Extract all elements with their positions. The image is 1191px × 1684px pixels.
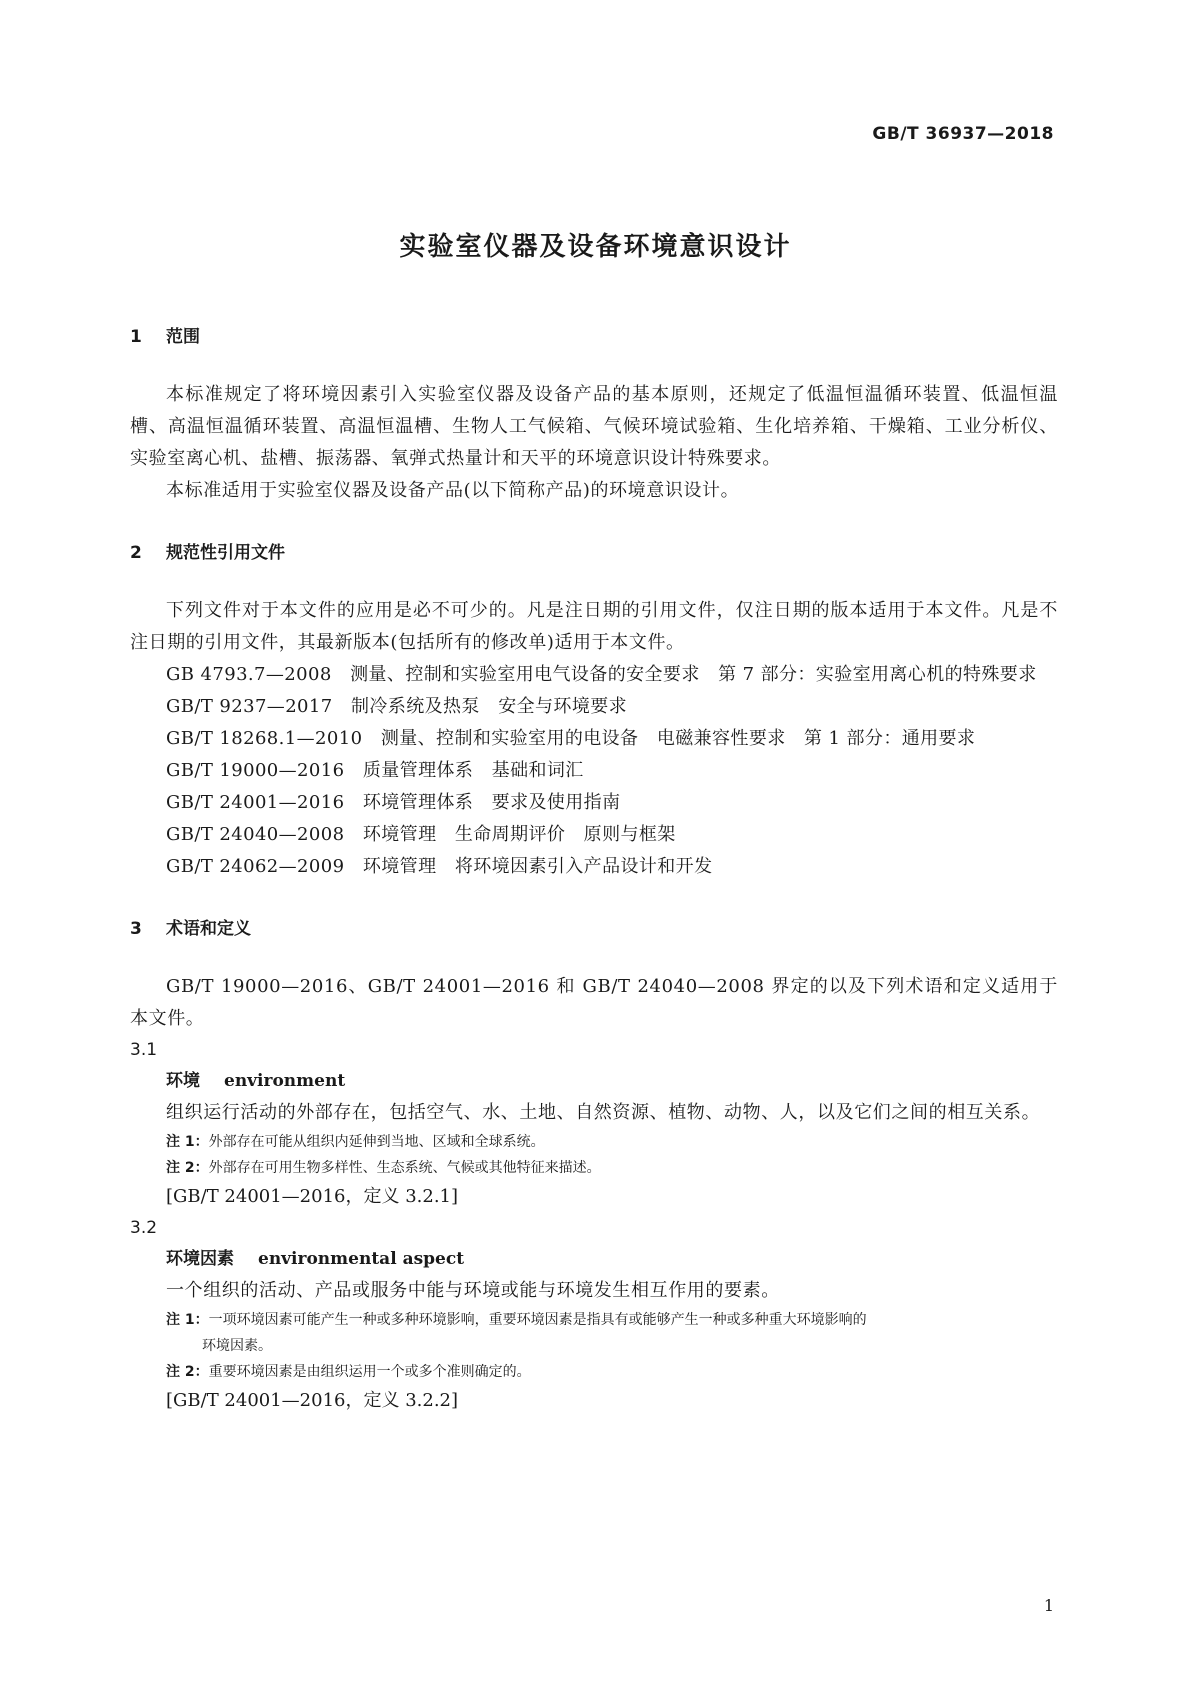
note-label: 注 2： bbox=[166, 1160, 209, 1176]
note-label: 注 1： bbox=[166, 1134, 209, 1150]
note-label: 注 2： bbox=[166, 1364, 209, 1380]
section-title: 范围 bbox=[166, 327, 200, 347]
term-note bbox=[130, 1359, 1058, 1385]
term-name-en: environment bbox=[224, 1071, 346, 1091]
section-heading-scope bbox=[130, 325, 1058, 349]
reference-item: GB/T 24001—2016 环境管理体系 要求及使用指南 bbox=[166, 792, 621, 813]
section-number: 1 bbox=[130, 327, 142, 347]
section-heading-normative-references bbox=[130, 541, 1058, 565]
term-name bbox=[130, 1065, 1058, 1097]
reference-item: GB/T 24040—2008 环境管理 生命周期评价 原则与框架 bbox=[166, 824, 676, 845]
reference-item: GB 4793.7—2008 测量、控制和实验室用电气设备的安全要求 第 7 部分：实验室用离心机的特殊要求 bbox=[166, 664, 1037, 685]
section-title: 术语和定义 bbox=[166, 919, 251, 939]
term-note-continuation: 环境因素。 bbox=[202, 1338, 272, 1354]
note-text: 一项环境因素可能产生一种或多种环境影响，重要环境因素是指具有或能够产生一种或多种重大环境影响的 bbox=[208, 1312, 867, 1328]
term-name-zh: 环境因素 bbox=[166, 1249, 234, 1269]
reference-item: GB/T 18268.1—2010 测量、控制和实验室用的电设备 电磁兼容性要求 第 1 部分：通用要求 bbox=[166, 728, 976, 749]
note-text: 外部存在可用生物多样性、生态系统、气候或其他特征来描述。 bbox=[208, 1160, 601, 1176]
term-note bbox=[130, 1155, 1058, 1181]
reference-item: GB/T 19000—2016 质量管理体系 基础和词汇 bbox=[166, 760, 584, 781]
note-label: 注 1： bbox=[166, 1312, 209, 1328]
page-number: 1 bbox=[1043, 1596, 1054, 1615]
terms-intro: GB/T 19000—2016、GB/T 24001—2016 和 GB/T 24040—2008 界定的以及下列术语和定义适用于本文件。 bbox=[130, 976, 1058, 1029]
term-definition: 一个组织的活动、产品或服务中能与环境或能与环境发生相互作用的要素。 bbox=[166, 1280, 780, 1301]
note-text: 外部存在可能从组织内延伸到当地、区域和全球系统。 bbox=[208, 1134, 545, 1150]
section-heading-terms bbox=[130, 917, 1058, 941]
term-source: [GB/T 24001—2016，定义 3.2.2] bbox=[166, 1390, 459, 1411]
scope-paragraph: 本标准规定了将环境因素引入实验室仪器及设备产品的基本原则，还规定了低温恒温循环装置、低温恒温槽、高温恒温循环装置、高温恒温槽、生物人工气候箱、气候环境试验箱、生化培养箱、干燥箱、工业分析仪、实验室离心机、盐槽、振荡器、氧弹式热量计和天平的环境意识设计特殊要求。 bbox=[130, 384, 1058, 469]
term-name-zh: 环境 bbox=[166, 1071, 200, 1091]
term-name bbox=[130, 1243, 1058, 1275]
scope-paragraph: 本标准适用于实验室仪器及设备产品(以下简称产品)的环境意识设计。 bbox=[166, 480, 740, 501]
term-note bbox=[130, 1129, 1058, 1155]
term-number: 3.2 bbox=[130, 1218, 158, 1238]
document-title: 实验室仪器及设备环境意识设计 bbox=[399, 232, 792, 262]
term-number: 3.1 bbox=[130, 1040, 158, 1060]
term-definition: 组织运行活动的外部存在，包括空气、水、土地、自然资源、植物、动物、人，以及它们之间的相互关系。 bbox=[166, 1102, 1041, 1123]
references-intro: 下列文件对于本文件的应用是必不可少的。凡是注日期的引用文件，仅注日期的版本适用于本文件。凡是不注日期的引用文件，其最新版本(包括所有的修改单)适用于本文件。 bbox=[130, 600, 1058, 653]
reference-item: GB/T 9237—2017 制冷系统及热泵 安全与环境要求 bbox=[166, 696, 628, 717]
term-source: [GB/T 24001—2016，定义 3.2.1] bbox=[166, 1186, 459, 1207]
note-text: 重要环境因素是由组织运用一个或多个准则确定的。 bbox=[208, 1364, 531, 1380]
section-number: 2 bbox=[130, 543, 142, 563]
section-number: 3 bbox=[130, 919, 142, 939]
document-body bbox=[130, 325, 1058, 1417]
term-note bbox=[130, 1307, 1058, 1333]
term-name-en: environmental aspect bbox=[258, 1249, 465, 1269]
section-title: 规范性引用文件 bbox=[166, 543, 285, 563]
reference-item: GB/T 24062—2009 环境管理 将环境因素引入产品设计和开发 bbox=[166, 856, 713, 877]
standard-code-header: GB/T 36937—2018 bbox=[872, 124, 1054, 144]
